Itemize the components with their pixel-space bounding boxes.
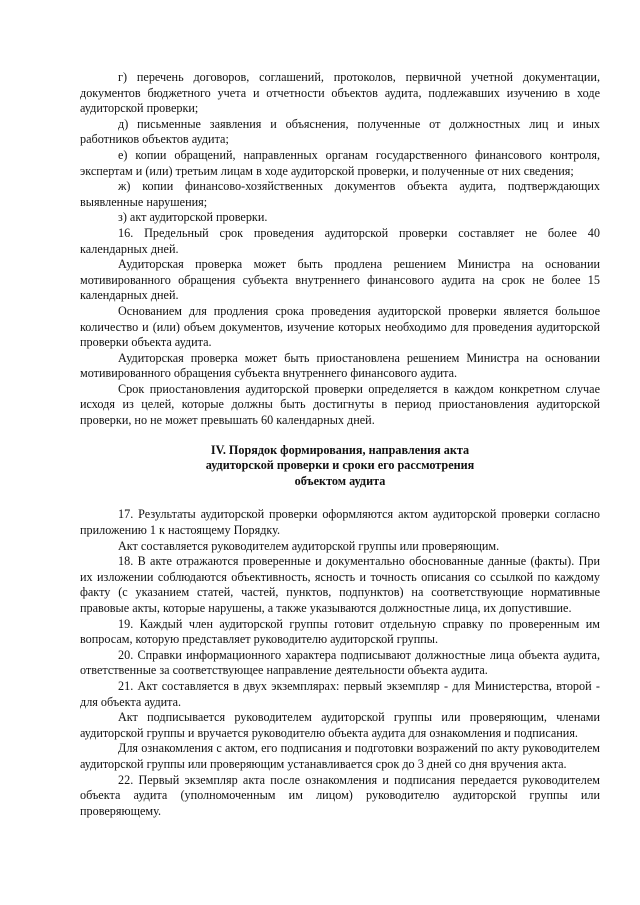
paragraph-16-grounds: Основанием для продления срока проведения аудиторской проверки является большое количество и (или) объем документов, изучение которых необходимо для проведения аудиторской проверки объекта аудита.	[80, 303, 600, 350]
paragraph-16: 16. Предельный срок проведения аудиторской проверки составляет не более 40 календарных дней.	[80, 225, 600, 256]
paragraph-zh: ж) копии финансово-хозяйственных документов объекта аудита, подтверждающих выявленные нарушения;	[80, 179, 600, 209]
paragraph-18: 18. В акте отражаются проверенные и документально обоснованные данные (факты). При их изложении соблюдаются объективность, ясность и точность описания со ссылкой по каждому факту (с указанием статей, частей, пунктов, подпунктов) на соответствующие нормативные правовые акты, которые нарушены, а также указываются должностные лица, их допустившие.	[80, 554, 600, 615]
paragraph-22: 22. Первый экземпляр акта после ознакомления и подписания передается руководителем объекта аудита (уполномоченным им лицом) руководителю аудиторской группы или проверяющему.	[80, 772, 600, 818]
paragraph-21-signing: Акт подписывается руководителем аудиторской группы или проверяющим, членами аудиторской группы и вручается руководителю объекта аудита для ознакомления и подписания.	[80, 710, 600, 740]
paragraph-g: г) перечень договоров, соглашений, протоколов, первичной учетной документации, документов бюджетного учета и отчетности объектов аудита, подлежавших изучению в ходе аудиторской проверки;	[80, 70, 600, 116]
section-heading-line1: IV. Порядок формирования, направления акта	[210, 442, 470, 457]
paragraph-20: 20. Справки информационного характера подписывают должностные лица объекта аудита, ответственные за соответствующее направление деятельности объекта аудита.	[80, 647, 600, 678]
paragraph-e: е) копии обращений, направленных органам государственного финансового контроля, экспертам и (или) третьим лицам в ходе аудиторской проверки, и полученные от них сведения;	[80, 147, 600, 178]
paragraph-19: 19. Каждый член аудиторской группы готовит отдельную справку по проверенным им вопросам, которую представляет руководителю аудиторской группы.	[80, 616, 600, 647]
paragraph-z: з) акт аудиторской проверки.	[118, 210, 268, 225]
paragraph-d: д) письменные заявления и объяснения, полученные от должностных лиц и иных работников объектов аудита;	[80, 116, 600, 147]
paragraph-17: 17. Результаты аудиторской проверки оформляются актом аудиторской проверки согласно приложению 1 к настоящему Порядку.	[80, 507, 600, 538]
document-page	[80, 70, 600, 819]
section-heading-line2: аудиторской проверки и сроки его рассмотрения	[205, 458, 475, 473]
section-heading-line3: объектом аудита	[294, 473, 386, 488]
paragraph-16-extension: Аудиторская проверка может быть продлена решением Министра на основании мотивированного обращения субъекта внутреннего финансового аудита на срок не более 15 календарных дней.	[80, 257, 600, 303]
section-heading	[80, 443, 600, 490]
paragraph-16-suspension: Аудиторская проверка может быть приостановлена решением Министра на основании мотивированного обращения субъекта внутреннего финансового аудита.	[80, 350, 600, 381]
paragraph-21-term: Для ознакомления с актом, его подписания и подготовки возражений по акту руководителем аудиторской группы или проверяющим устанавливается срок до 3 дней со дня вручения акта.	[80, 741, 600, 771]
paragraph-16-suspension-term: Срок приостановления аудиторской проверки определяется в каждом конкретном случае исходя из целей, которые должны быть достигнуты в период приостановления аудиторской проверки, но не может превышать 60 календарных дней.	[80, 381, 600, 428]
paragraph-17-author: Акт составляется руководителем аудиторской группы или проверяющим.	[118, 538, 500, 553]
paragraph-21: 21. Акт составляется в двух экземплярах: первый экземпляр - для Министерства, второй - для объекта аудита.	[80, 678, 600, 709]
